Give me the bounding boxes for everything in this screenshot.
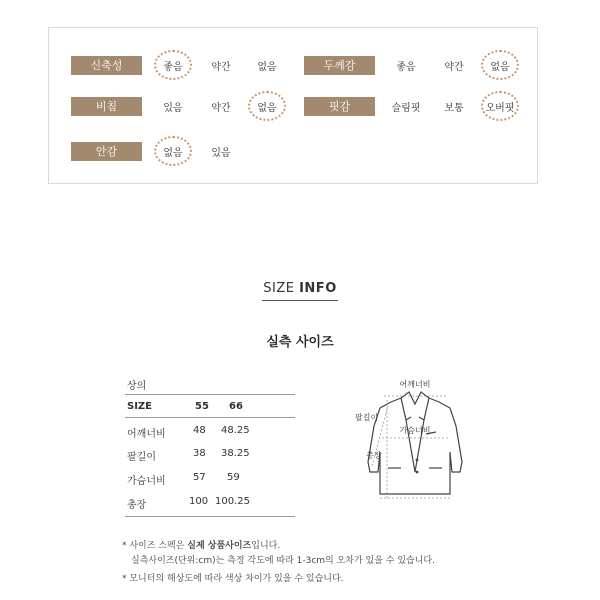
diagram-label-sleeve: 팔길이 (355, 413, 379, 422)
table-divider (125, 417, 295, 418)
table-cell: 48.25 (221, 425, 250, 436)
attribute-option: 있음 (163, 102, 183, 114)
attribute-label: 안감 (71, 142, 142, 161)
table-cell: 총장 (127, 500, 147, 511)
table-divider (125, 516, 295, 517)
attribute-row-thickness (304, 53, 519, 77)
diagram-label-chest: 가슴너비 (399, 426, 431, 435)
table-cell: 48 (193, 425, 206, 436)
table-cell: 가슴너비 (127, 476, 166, 487)
attribute-option: 보통 (444, 102, 464, 114)
table-cell: 100.25 (215, 496, 250, 507)
attribute-row-sheerness (71, 94, 286, 118)
table-cell: 어깨너비 (127, 429, 166, 440)
note-measurement: 실측사이즈(단위:cm)는 측정 각도에 따라 1-3cm의 오차가 있을 수 있습니다. (131, 556, 435, 566)
attribute-label: 신축성 (71, 56, 142, 75)
table-header-cell: SIZE (127, 401, 153, 412)
attribute-option: 약간 (444, 61, 464, 73)
attribute-option: 있음 (211, 147, 231, 159)
table-category: 상의 (127, 381, 147, 392)
table-cell: 100 (189, 496, 209, 507)
attribute-option: 오버핏 (481, 91, 519, 121)
title-underline (262, 300, 338, 301)
diagram-label-shoulder: 어깨너비 (399, 380, 431, 389)
attribute-option: 없음 (257, 61, 277, 73)
attribute-option: 좋음 (154, 50, 192, 80)
attribute-row-fit (304, 94, 519, 118)
size-subtitle: 실측 사이즈 (266, 335, 334, 350)
attribute-option: 약간 (211, 61, 231, 73)
attribute-row-stretch (71, 53, 286, 77)
table-cell: 팔길이 (127, 452, 156, 463)
size-info-title-bold: INFO (299, 281, 337, 296)
diagram-label-length: 총장 (366, 451, 382, 460)
table-cell: 38 (193, 448, 206, 459)
size-info-title-light: SIZE (263, 281, 295, 296)
note-size-spec (122, 538, 280, 551)
table-header-cell: 55 (195, 401, 209, 412)
attribute-option: 없음 (248, 91, 286, 121)
attribute-panel (48, 27, 538, 184)
attribute-label: 핏감 (304, 97, 375, 116)
attribute-label: 두께감 (304, 56, 375, 75)
attribute-option: 약간 (211, 102, 231, 114)
note-monitor: * 모니터의 해상도에 따라 색상 차이가 있을 수 있습니다. (122, 574, 344, 584)
attribute-option: 슬림핏 (391, 102, 421, 114)
attribute-option: 없음 (481, 50, 519, 80)
attribute-label: 비침 (71, 97, 142, 116)
table-cell: 59 (227, 472, 240, 483)
jacket-measurement-diagram (354, 376, 476, 510)
note-text: * 사이즈 스펙은 (122, 541, 188, 551)
attribute-option: 좋음 (396, 61, 416, 73)
note-emphasis: 실제 상품사이즈 (187, 541, 252, 551)
size-info-title (0, 281, 600, 296)
attribute-row-lining (71, 139, 240, 163)
attribute-option: 없음 (154, 136, 192, 166)
table-cell: 57 (193, 472, 206, 483)
note-text: 입니다. (251, 541, 281, 551)
table-divider (125, 394, 295, 395)
table-header-cell: 66 (229, 401, 243, 412)
table-cell: 38.25 (221, 448, 250, 459)
